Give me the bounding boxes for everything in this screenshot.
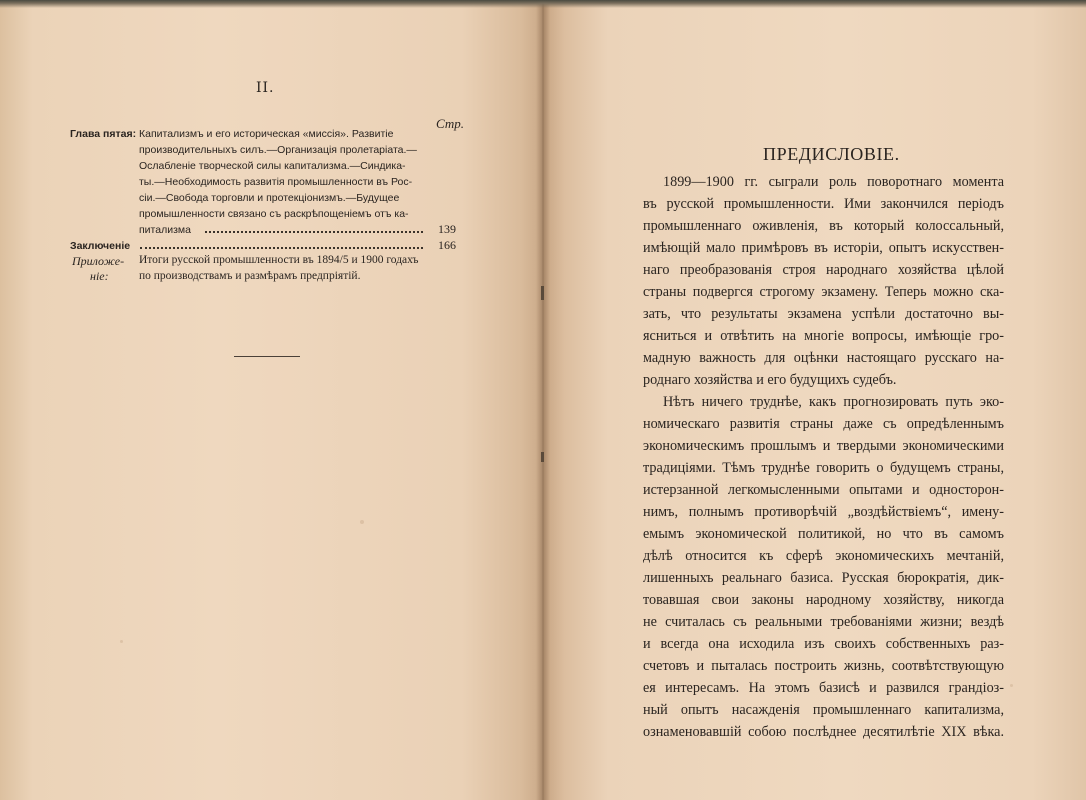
body-line: не считалась съ реальными требованіями жизни; вездѣ [643,614,1004,630]
body-line: номическаго развитія страны даже съ опредѣленнымъ [643,416,1004,432]
body-line: промышленнаго оживленія, въ который колоссальный, [643,218,1004,234]
binding-stitch [541,286,544,300]
body-line: зать, что результаты экзамена успѣли достаточно вы- [643,306,1004,322]
body-line: въ русской промышленности. Ими закончился періодъ [643,196,1004,212]
preface-title: ПРЕДИСЛОВІЕ. [763,144,900,164]
paper-spot [360,520,364,524]
toc-chapter-line: промышленности связано съ раскрѣпощеніемъ отъ ка- [139,208,409,220]
body-line: Нѣтъ ничего труднѣе, какъ прогнозировать путь эко- [663,394,1004,410]
toc-leader-dots [140,237,423,249]
body-line: роднаго хозяйства и его будущихъ судебъ. [643,372,897,388]
paper-spot [120,640,123,643]
body-line: нимъ, полнымъ противорѣчій „воздѣйствіемъ“, имену- [643,504,1004,520]
body-line: счетовъ и пыталась построить жизнь, соотвѣтствующую [643,658,1004,674]
toc-chapter-label: Глава пятая: [70,128,137,140]
body-line: и всегда она исходила изъ своихъ собственныхъ раз- [643,636,1004,652]
toc-chapter-line: ты.—Необходимость развитія промышленности въ Рос- [139,176,413,188]
end-rule [234,356,300,357]
toc-chapter-line: сіи.—Свобода торговли и протекціонизмъ.—Будущее [139,192,400,204]
toc-chapter-line: Ослабленіе творческой силы капитализма.—Синдика- [139,160,406,172]
body-line: емымъ экономической политикой, но что въ самомъ [643,526,1004,542]
page-column-header: Стр. [436,116,464,131]
body-line: дѣлѣ относится къ сферѣ экономическихъ мечтаній, [643,548,1004,564]
toc-chapter-line: питализма [139,224,191,236]
body-line: лишенныхъ реальнаго базиса. Русская бюрократія, дик- [643,570,1004,586]
body-line: мадную важность для оцѣнки настоящаго русскаго на- [643,350,1004,366]
body-line: товавшая свои законы народному хозяйству, никогда [643,592,1004,608]
body-line: традиціями. Тѣмъ труднѣе говорить о будущемъ страны, [643,460,1004,476]
appendix-label: Приложе- [72,254,125,268]
top-edge-shadow [0,0,1086,8]
appendix-line: Итоги русской промышленности въ 1894/5 и 1900 годахъ [139,254,419,266]
body-line: экономическимъ прошлымъ и твердыми экономическими [643,438,1004,454]
body-line: ея интересамъ. На этомъ базисѣ и развился грандіоз- [643,680,1004,696]
body-line: наго преобразованія строя народнаго хозяйства цѣлой [643,262,1004,278]
toc-leader-dots [205,221,423,233]
toc-chapter-line: Капитализмъ и его историческая «миссія». Развитіе [139,128,394,140]
toc-page-number: 139 [438,222,456,236]
toc-chapter-line: производительныхъ силъ.—Организація пролетаріата.— [139,144,417,156]
toc-page-number: 166 [438,238,456,252]
appendix-line: по производствамъ и размѣрамъ предпріятій. [139,270,361,282]
body-line: ный опытъ насажденія промышленнаго капитализма, [643,702,1004,718]
toc-conclusion-label: Заключеніе [70,240,131,252]
body-line: страны подвергся строгому экзамену. Теперь можно ска- [643,284,1004,300]
body-line: имѣющій мало примѣровъ въ исторіи, опытъ искусствен- [643,240,1004,256]
body-line: 1899—1900 гг. сыграли роль поворотнаго момента [663,174,1004,190]
book-gutter [536,0,550,800]
paper-spot [1010,684,1013,687]
binding-stitch [541,452,544,462]
body-line: истерзанной легкомысленными опытами и односторон- [643,482,1004,498]
appendix-label: ніе: [90,269,109,283]
body-line: ясниться и отвѣтить на многіе вопросы, имѣющіе гро- [643,328,1004,344]
section-number: II. [256,80,275,96]
body-line: ознаменовавшій собою послѣднее десятилѣтіе XIX вѣка. [643,724,1004,740]
